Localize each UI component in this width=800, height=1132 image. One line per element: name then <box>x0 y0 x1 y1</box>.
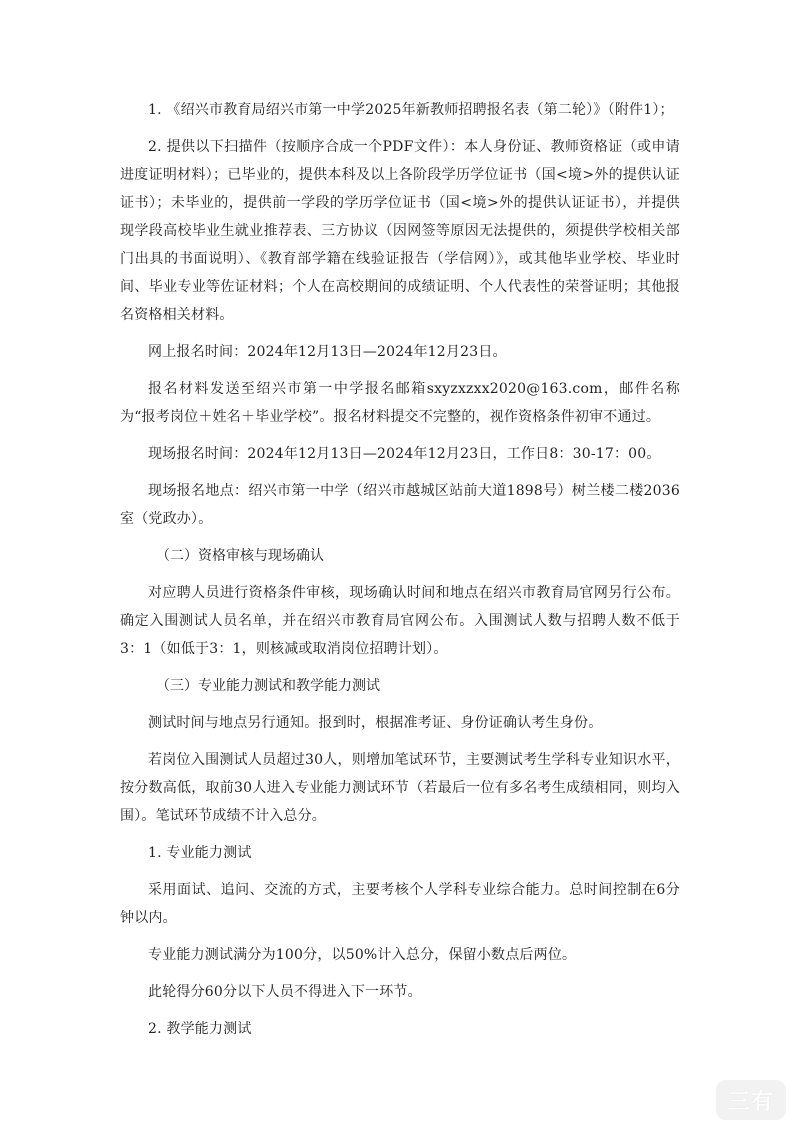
subheading-teaching-ability-test: 2. 教学能力测试 <box>148 1021 252 1037</box>
section-heading-ability-tests: （三）专业能力测试和教学能力测试 <box>156 678 380 694</box>
paragraph-attachment-1: 1. 《绍兴市教育局绍兴市第一中学2025年新教师招聘报名表（第二轮）》（附件1）； <box>148 102 674 118</box>
paragraph-written-test: 若岗位入围测试人员超过30人，则增加笔试环节，主要测试考生学科专业知识水平，按分数高低，取前30人进入专业能力测试环节（若最后一位有多名考生成绩相同，则均入围）。笔试环节成绩不计入总分。 <box>120 752 680 824</box>
paragraph-onsite-registration-time: 现场报名时间：2024年12月13日—2024年12月23日，工作日8：30-17：00。 <box>148 446 661 462</box>
subheading-professional-ability-test: 1. 专业能力测试 <box>148 845 252 861</box>
document-body <box>120 96 680 1052</box>
paragraph-interview-method: 采用面试、追问、交流的方式，主要考核个人学科专业综合能力。总时间控制在6分钟以内。 <box>120 882 680 926</box>
paragraph-qualification-review: 对应聘人员进行资格条件审核，现场确认时间和地点在绍兴市教育局官网另行公布。确定入围测试人员名单，并在绍兴市教育局官网公布。入围测试人数与招聘人数不低于3：1（如低于3：1，则核减或取消岗位招聘计划）。 <box>120 585 680 657</box>
paragraph-score-threshold: 此轮得分60分以下人员不得进入下一环节。 <box>148 984 422 1000</box>
paragraph-test-notice: 测试时间与地点另行通知。报到时，根据准考证、身份证确认考生身份。 <box>148 715 603 731</box>
paragraph-score-weight: 专业能力测试满分为100分，以50%计入总分，保留小数点后两位。 <box>148 947 577 963</box>
paragraph-registration-email: 报名材料发送至绍兴市第一中学报名邮箱sxyzxzxx2020@163.com，邮件名称为“报考岗位＋姓名＋毕业学校”。报名材料提交不完整的，视作资格条件初审不通过。 <box>120 381 680 425</box>
section-heading-qualification-review: （二）资格审核与现场确认 <box>156 548 324 564</box>
paragraph-online-registration-time: 网上报名时间：2024年12月13日—2024年12月23日。 <box>148 344 507 360</box>
watermark-logo: 三有 <box>716 1080 786 1120</box>
paragraph-scan-materials: 2. 提供以下扫描件（按顺序合成一个PDF文件）：本人身份证、教师资格证（或申请进度证明材料）；已毕业的，提供本科及以上各阶段学历学位证书（国<境>外的提供认证证书）；未毕业的，提供前一学段的学历学位证书（国<境>外的提供认证证书），并提供现学段高校毕业生就业推荐表、三方协议（因网签等原因无法提供的，须提供学校相关部门出具的书面说明）、《教育部学籍在线验证报告（学信网）》，或其他毕业学校、毕业时间、毕业专业等佐证材料；个人在高校期间的成绩证明、个人代表性的荣誉证明；其他报名资格相关材料。 <box>120 139 680 323</box>
paragraph-onsite-registration-location: 现场报名地点：绍兴市第一中学（绍兴市越城区站前大道1898号）树兰楼二楼2036室（党政办）。 <box>120 483 680 527</box>
